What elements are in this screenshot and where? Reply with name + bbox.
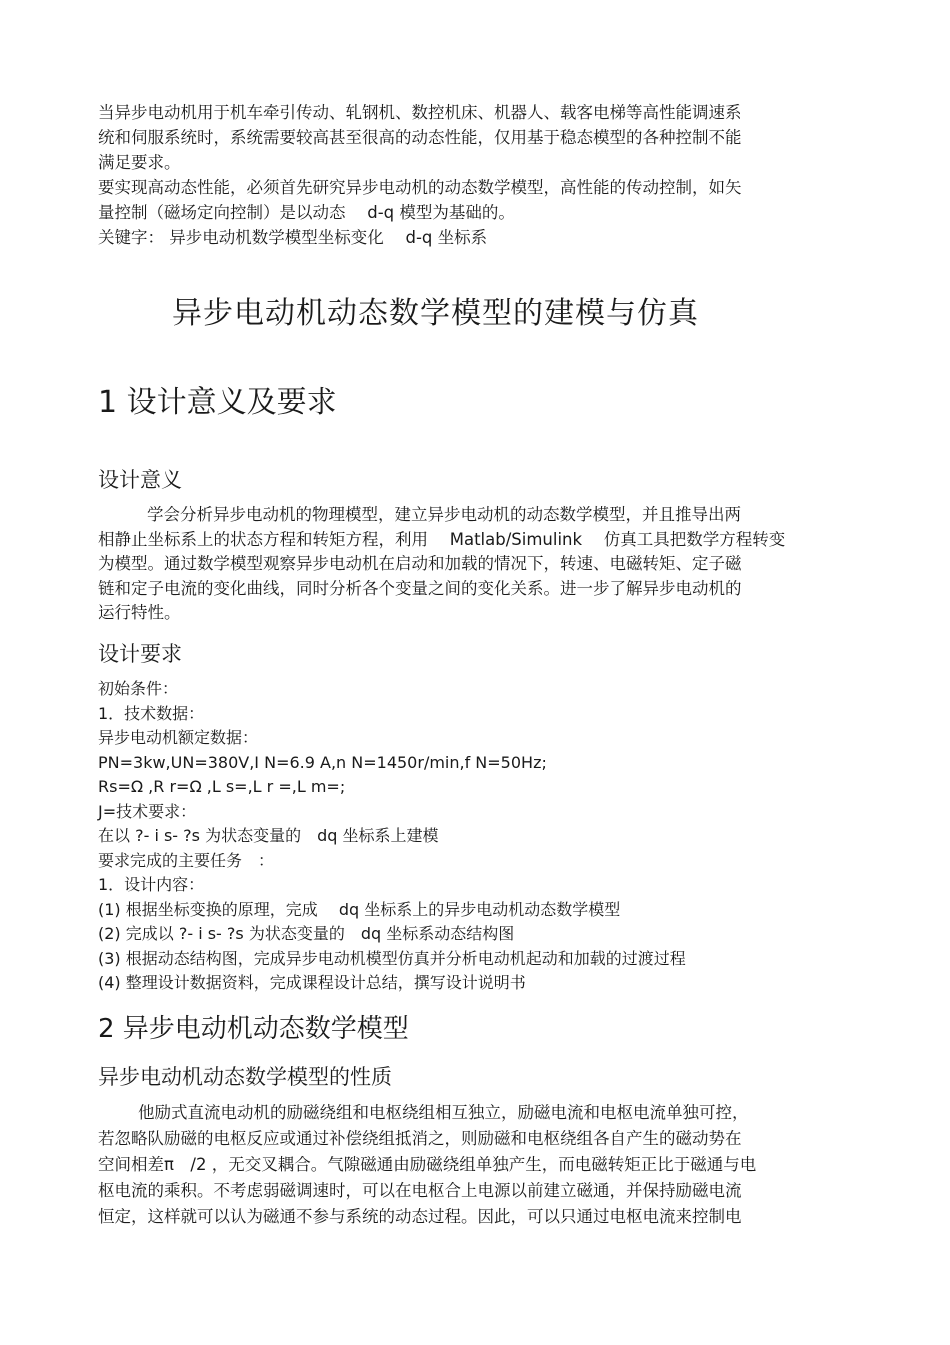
text-line: 链和定子电流的变化曲线，同时分析各个变量之间的变化关系。进一步了解异步电动机的: [98, 578, 742, 598]
intro-paragraph: [98, 100, 838, 250]
subsection-heading-design-requirements: 设计要求: [98, 642, 182, 666]
design-significance-paragraph: [98, 503, 838, 626]
task-item: (2) 完成以 ?- i s- ?s 为状态变量的 dq 坐标系动态结构图: [98, 924, 515, 943]
text-line: 量控制（磁场定向控制）是以动态 d-q 模型为基础的。: [98, 203, 515, 222]
text-line: 异步电动机额定数据：: [98, 728, 259, 747]
text-line: 要实现高动态性能，必须首先研究异步电动机的动态数学模型，高性能的传动控制，如矢: [98, 178, 742, 197]
text-line: 他励式直流电动机的励磁绕组和电枢绕组相互独立，励磁电流和电枢电流单独可控，: [138, 1103, 749, 1122]
task-item: (3) 根据动态结构图，完成异步电动机模型仿真并分析电动机起动和加载的过渡过程: [98, 948, 686, 968]
keywords-line: 关键字： 异步电动机数学模型坐标变化 d-q 坐标系: [98, 228, 488, 247]
section-heading-2: 2 异步电动机动态数学模型: [98, 1014, 409, 1044]
text-line: 初始条件：: [98, 679, 179, 698]
section-heading-1: 1 设计意义及要求: [98, 385, 337, 420]
text-line: 学会分析异步电动机的物理模型，建立异步电动机的动态数学模型，并且推导出两: [147, 505, 741, 524]
text-line: 空间相差π /2 ，无交叉耦合。气隙磁通由励磁绕组单独产生，而电磁转矩正比于磁通与电: [98, 1155, 757, 1174]
subsection-heading-design-significance: 设计意义: [98, 468, 182, 492]
text-line: 运行特性。: [98, 603, 181, 622]
rated-data-line: PN=3kw,UN=380V,I N=6.9 A,n N=1450r/min,f N=50Hz;: [98, 752, 547, 772]
subsection-heading-model-properties: 异步电动机动态数学模型的性质: [98, 1065, 392, 1089]
text-line: J=技术要求：: [98, 801, 197, 821]
text-line: 相静止坐标系上的状态方程和转矩方程，利用 Matlab/Simulink 仿真工具把数学方程转变: [98, 529, 786, 549]
text-line: 要求完成的主要任务 ：: [98, 850, 275, 870]
document-title: 异步电动机动态数学模型的建模与仿真: [172, 296, 699, 331]
text-line: 为模型。通过数学模型观察异步电动机在启动和加载的情况下，转速、电磁转矩、定子磁: [98, 554, 742, 573]
text-line: 在以 ?- i s- ?s 为状态变量的 dq 坐标系上建模: [98, 826, 439, 845]
text-line: 当异步电动机用于机车牵引传动、轧钢机、数控机床、机器人、载客电梯等高性能调速系: [98, 103, 742, 122]
model-properties-paragraph: [98, 1100, 838, 1230]
text-line: 恒定，这样就可以认为磁通不参与系统的动态过程。因此，可以只通过电枢电流来控制电: [98, 1207, 742, 1226]
task-item: (4) 整理设计数据资料，完成课程设计总结，撰写设计说明书: [98, 973, 526, 992]
parameter-line: Rs=Ω ,R r=Ω ,L s=,L r =,L m=;: [98, 777, 346, 796]
task-item: (1) 根据坐标变换的原理，完成 dq 坐标系上的异步电动机动态数学模型: [98, 899, 621, 919]
text-line: 满足要求。: [98, 153, 181, 172]
text-line: 1．设计内容：: [98, 875, 205, 894]
text-line: 若忽略队励磁的电枢反应或通过补偿绕组抵消之，则励磁和电枢绕组各自产生的磁动势在: [98, 1129, 742, 1148]
text-line: 1．技术数据：: [98, 703, 205, 723]
design-requirements-list: [98, 677, 858, 996]
text-line: 枢电流的乘积。不考虑弱磁调速时，可以在电枢合上电源以前建立磁通，并保持励磁电流: [98, 1181, 742, 1200]
text-line: 统和伺服系统时，系统需要较高甚至很高的动态性能，仅用基于稳态模型的各种控制不能: [98, 128, 742, 147]
